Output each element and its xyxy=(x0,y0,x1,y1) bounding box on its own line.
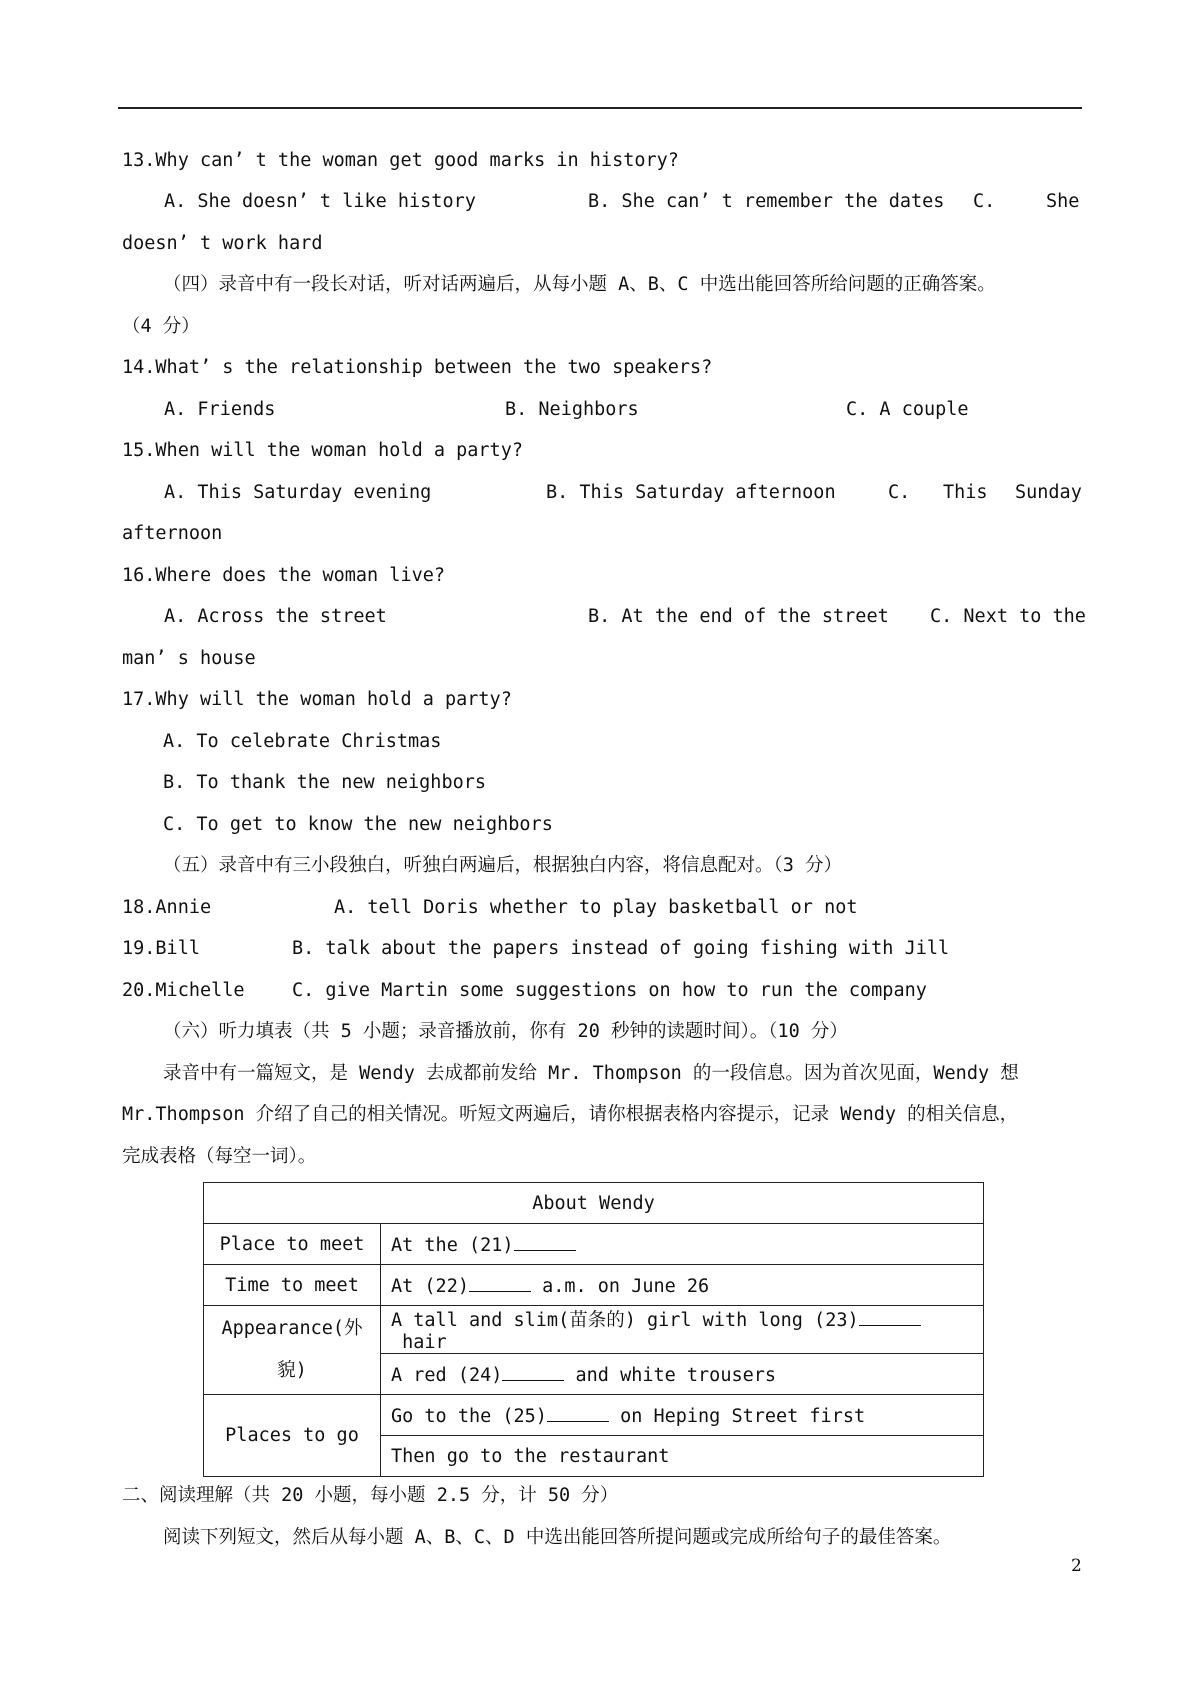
matching-row xyxy=(122,980,1080,1002)
q15-option-b: B. This Saturday afternoon xyxy=(546,482,836,503)
blank-21 xyxy=(514,1232,576,1251)
section6-instruction: （六）听力填表（共 5 小题；录音播放前，你有 20 秒钟的读题时间）。（10 分） xyxy=(163,1021,848,1042)
places-label: Places to go xyxy=(204,1395,381,1477)
section4-score: （4 分） xyxy=(122,316,200,337)
q16-options xyxy=(122,606,1086,628)
time-label: Time to meet xyxy=(204,1265,381,1306)
appearance-label: Appearance(外貌) xyxy=(204,1306,381,1395)
matching-option: A. tell Doris whether to play basketball or not xyxy=(334,897,858,918)
time-text: At (22) xyxy=(391,1276,469,1297)
section6-paragraph-line3: 完成表格（每空一词）。 xyxy=(122,1146,317,1167)
blank-22 xyxy=(469,1273,531,1292)
table-row xyxy=(204,1224,984,1265)
q15-options xyxy=(122,482,1080,504)
section6-paragraph-line2: Mr.Thompson 介绍了自己的相关情况。听短文两遍后，请你根据表格内容提示，记录 Wendy 的相关信息， xyxy=(122,1104,1019,1125)
q14-option-b: B. Neighbors xyxy=(505,399,639,420)
q15-option-c-word1: This xyxy=(943,482,988,503)
section6-paragraph-line1: 录音中有一篇短文，是 Wendy 去成都前发给 Mr. Thompson 的一段信息。因为首次见面，Wendy 想 xyxy=(163,1063,1019,1084)
appearance-text: A tall and slim(苗条的) girl with long (23) xyxy=(391,1310,859,1331)
q13-question: 13.Why can’ t the woman get good marks in history? xyxy=(122,150,679,171)
header-rule xyxy=(118,107,1082,109)
time-text-after: a.m. on June 26 xyxy=(530,1276,710,1297)
blank-23 xyxy=(859,1307,921,1326)
appearance-cell-2 xyxy=(381,1354,984,1395)
q15-option-a: A. This Saturday evening xyxy=(164,482,432,503)
q13-options xyxy=(122,191,1080,213)
q14-question: 14.What’ s the relationship between the two speakers? xyxy=(122,357,713,378)
q17-option-c: C. To get to know the new neighbors xyxy=(163,814,553,835)
q13-option-c-continued: doesn’ t work hard xyxy=(122,233,323,254)
q17-option-a: A. To celebrate Christmas xyxy=(163,731,442,752)
appearance2-text: A red (24) xyxy=(391,1365,503,1386)
q15-option-c: C. xyxy=(888,482,911,503)
q17-option-b: B. To thank the new neighbors xyxy=(163,772,487,793)
places-cell-1 xyxy=(381,1395,984,1436)
appearance-text-after: hair xyxy=(391,1332,447,1353)
places-cell-2: Then go to the restaurant xyxy=(381,1436,984,1477)
place-cell xyxy=(381,1224,984,1265)
blank-24 xyxy=(502,1362,564,1381)
matching-name: 19.Bill xyxy=(122,938,200,959)
q13-option-c-word: She xyxy=(1046,191,1080,212)
places-text: Go to the (25) xyxy=(391,1406,547,1427)
place-label: Place to meet xyxy=(204,1224,381,1265)
table-row xyxy=(204,1395,984,1436)
matching-option: B. talk about the papers instead of going fishing with Jill xyxy=(292,938,950,959)
appearance2-text-after: and white trousers xyxy=(564,1365,777,1386)
q13-option-c: C. xyxy=(973,191,996,212)
q13-option-a: A. She doesn’ t like history xyxy=(164,191,476,212)
page-number: 2 xyxy=(1071,1556,1082,1576)
section4-instruction: （四）录音中有一段长对话，听对话两遍后，从每小题 A、B、C 中选出能回答所给问题的正确答案。 xyxy=(163,274,996,295)
matching-option: C. give Martin some suggestions on how to run the company xyxy=(292,980,927,1001)
about-wendy-table xyxy=(203,1182,984,1477)
part2-instruction: 阅读下列短文，然后从每小题 A、B、C、D 中选出能回答所提问题或完成所给句子的最佳答案。 xyxy=(163,1527,952,1548)
q16-option-a: A. Across the street xyxy=(164,606,387,627)
table-row xyxy=(204,1306,984,1354)
places-text-after: on Heping Street first xyxy=(608,1406,866,1427)
matching-row xyxy=(122,938,1080,960)
place-text: At the (21) xyxy=(391,1235,514,1256)
q16-option-c: C. Next to the xyxy=(930,606,1086,627)
q16-question: 16.Where does the woman live? xyxy=(122,565,446,586)
q14-options xyxy=(122,399,1080,421)
matching-row xyxy=(122,897,1080,919)
table-row xyxy=(204,1265,984,1306)
part2-heading: 二、阅读理解（共 20 小题，每小题 2.5 分，计 50 分） xyxy=(122,1485,619,1506)
q14-option-a: A. Friends xyxy=(164,399,276,420)
matching-name: 18.Annie xyxy=(122,897,212,918)
section5-instruction: （五）录音中有三小段独白，听独白两遍后，根据独白内容，将信息配对。（3 分） xyxy=(163,855,843,876)
q15-option-c-word2: Sunday xyxy=(1015,482,1082,503)
q16-option-c-continued: man’ s house xyxy=(122,648,256,669)
matching-name: 20.Michelle xyxy=(122,980,245,1001)
appearance-cell-1 xyxy=(381,1306,984,1354)
blank-25 xyxy=(547,1403,609,1422)
q17-question: 17.Why will the woman hold a party? xyxy=(122,689,512,710)
q15-option-c-continued: afternoon xyxy=(122,523,223,544)
q15-question: 15.When will the woman hold a party? xyxy=(122,440,523,461)
q14-option-c: C. A couple xyxy=(846,399,969,420)
table-row xyxy=(204,1183,984,1224)
q13-option-b: B. She can’ t remember the dates xyxy=(588,191,945,212)
q16-option-b: B. At the end of the street xyxy=(588,606,889,627)
table-title: About Wendy xyxy=(204,1183,984,1224)
time-cell xyxy=(381,1265,984,1306)
